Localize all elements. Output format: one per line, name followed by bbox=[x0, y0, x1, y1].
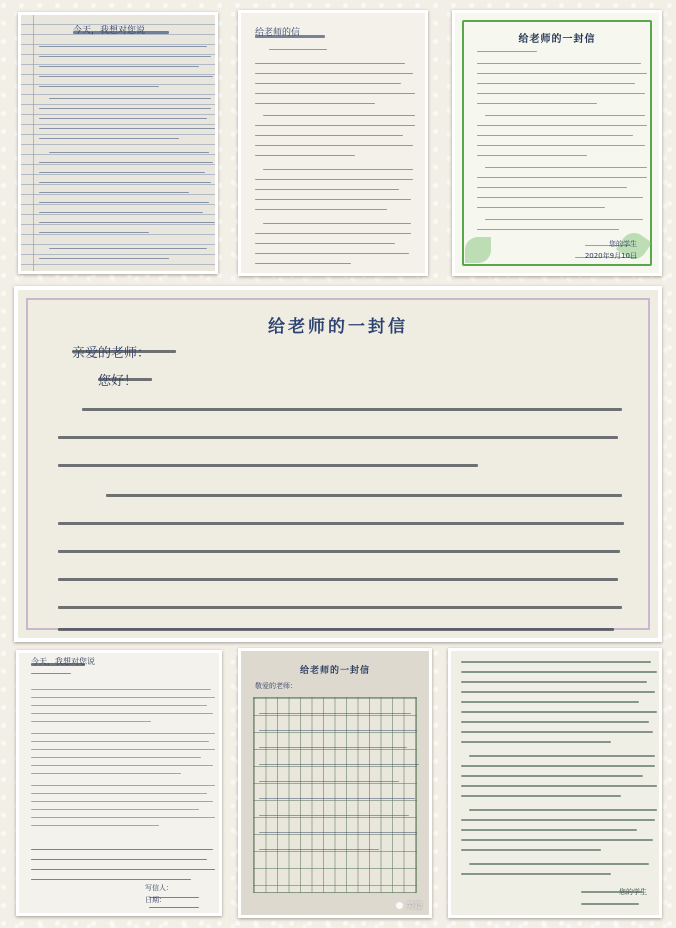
photo-title-2: 给老师的信 bbox=[255, 28, 301, 38]
salutation-4: 亲爱的老师： bbox=[72, 346, 151, 361]
letter-paper-large bbox=[18, 290, 658, 638]
handwriting-strokes bbox=[241, 651, 429, 915]
green-stationery bbox=[455, 13, 659, 273]
handwriting-strokes bbox=[21, 15, 215, 271]
grid-manuscript-paper bbox=[241, 651, 429, 915]
signature-7: 您的学生 bbox=[619, 888, 647, 896]
photo-top-middle[interactable] bbox=[238, 10, 428, 276]
notebook-paper bbox=[21, 15, 215, 271]
photo-title-5: 今天，我想对您说 bbox=[31, 657, 95, 666]
photo-bottom-right[interactable] bbox=[448, 648, 662, 918]
salutation-6: 敬爱的老师： bbox=[255, 682, 297, 690]
greeting-4: 您好！ bbox=[98, 374, 138, 389]
photo-center-main[interactable] bbox=[14, 286, 662, 642]
photo-bottom-left[interactable] bbox=[16, 650, 222, 916]
signature-3: 您的学生 bbox=[609, 240, 637, 248]
dense-letter-paper bbox=[451, 651, 659, 915]
photo-top-right[interactable] bbox=[452, 10, 662, 276]
handwriting-strokes bbox=[455, 13, 659, 273]
sign-label-5: 写信人： bbox=[145, 884, 173, 892]
plain-paper bbox=[241, 13, 425, 273]
date-label-5: 日期： bbox=[145, 896, 166, 904]
printed-text-lines bbox=[19, 653, 219, 913]
photo-title-3: 给老师的一封信 bbox=[518, 34, 596, 45]
photo-title-1: 今天，我想对您说 bbox=[73, 26, 146, 36]
watermark-dot-icon bbox=[396, 902, 403, 909]
composition-sheet bbox=[19, 653, 219, 913]
handwriting-strokes bbox=[451, 651, 659, 915]
photo-title-4: 给老师的一封信 bbox=[268, 317, 408, 336]
photo-title-6: 给老师的一封信 bbox=[299, 665, 370, 675]
photo-bottom-middle[interactable] bbox=[238, 648, 432, 918]
handwriting-strokes bbox=[241, 13, 425, 273]
date-3: 2020年9月10日 bbox=[584, 252, 637, 260]
watermark-badge bbox=[396, 900, 423, 911]
photo-top-left[interactable] bbox=[18, 12, 218, 274]
watermark-label: 美篇 bbox=[406, 901, 423, 910]
